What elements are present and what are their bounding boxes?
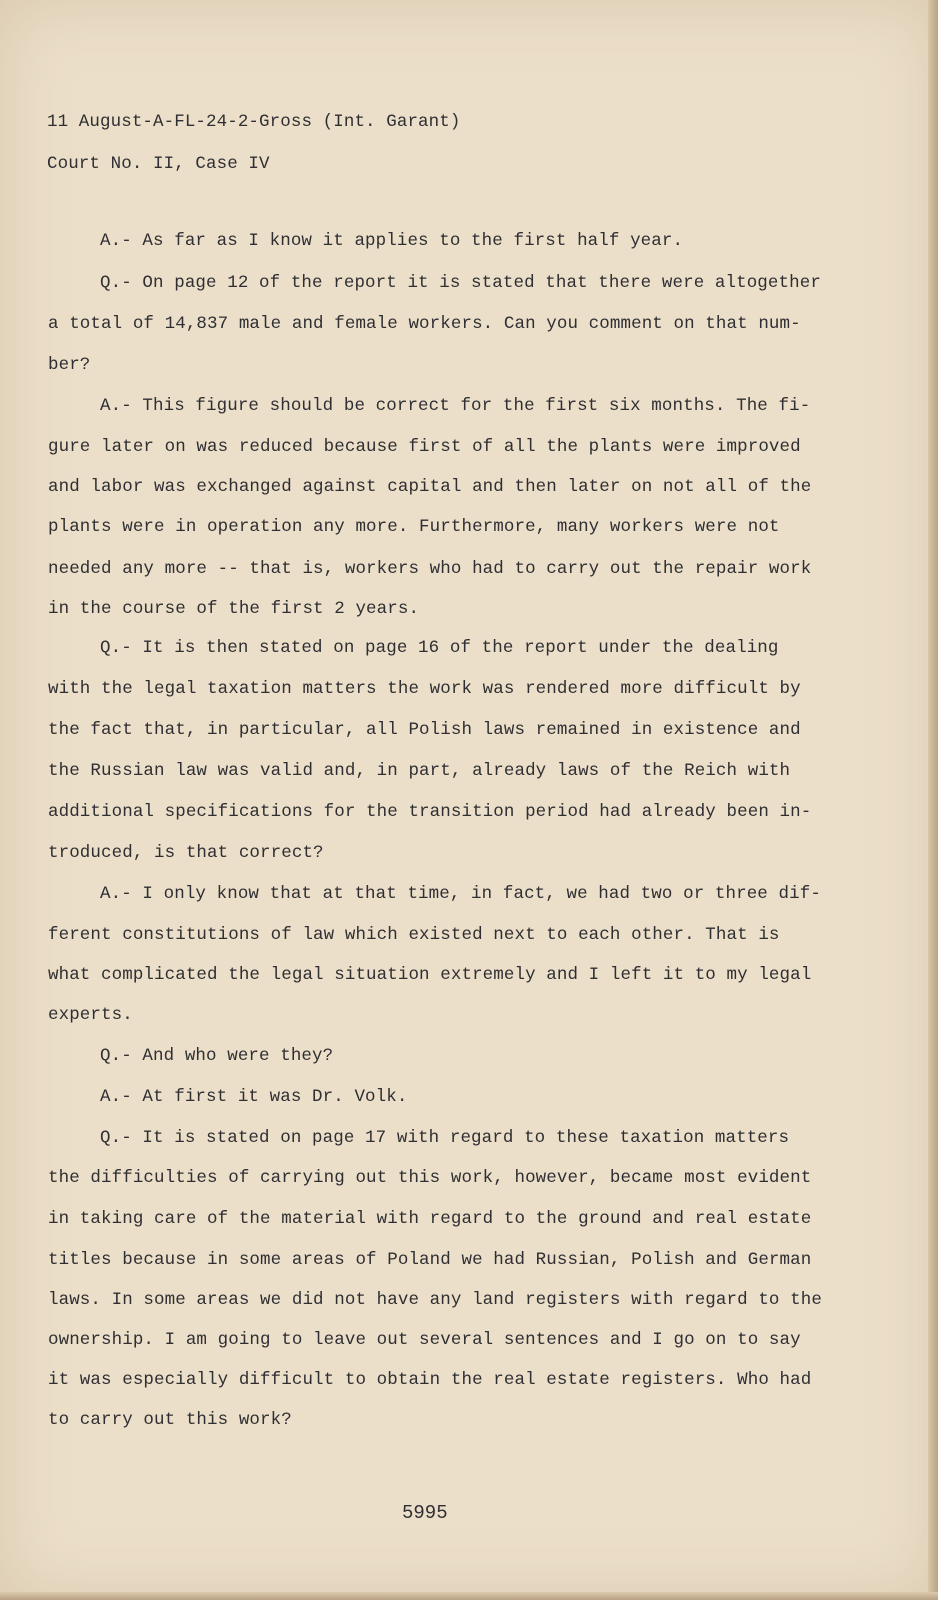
body-line: the Russian law was valid and, in part, already laws of the Reich with	[48, 761, 791, 781]
body-line: to carry out this work?	[48, 1410, 292, 1430]
header-reference: 11 August-A-FL-24-2-Gross (Int. Garant)	[47, 112, 461, 132]
body-line: Q.- It is stated on page 17 with regard to these taxation matters	[100, 1128, 790, 1148]
body-line: ownership. I am going to leave out several sentences and I go on to say	[48, 1330, 801, 1350]
body-line: Q.- On page 12 of the report it is stated that there were altogether	[100, 273, 821, 293]
body-line: troduced, is that correct?	[48, 843, 324, 863]
body-line: A.- I only know that at that time, in fact, we had two or three dif-	[100, 884, 821, 904]
body-line: Q.- It is then stated on page 16 of the report under the dealing	[100, 638, 779, 658]
body-line: A.- At first it was Dr. Volk.	[100, 1087, 408, 1107]
body-line: and labor was exchanged against capital and then later on not all of the	[48, 477, 812, 497]
paper-edge-right	[928, 0, 938, 1600]
body-line: in taking care of the material with regard to the ground and real estate	[48, 1209, 812, 1229]
body-line: with the legal taxation matters the work was rendered more difficult by	[48, 679, 801, 699]
body-line: what complicated the legal situation extremely and I left it to my legal	[48, 965, 812, 985]
body-line: plants were in operation any more. Furthermore, many workers were not	[48, 517, 780, 537]
body-line: in the course of the first 2 years.	[48, 599, 420, 619]
body-line: titles because in some areas of Poland we had Russian, Polish and German	[48, 1250, 812, 1270]
body-line: the fact that, in particular, all Polish laws remained in existence and	[48, 720, 801, 740]
body-line: experts.	[48, 1005, 133, 1025]
body-line: the difficulties of carrying out this work, however, became most evident	[48, 1168, 812, 1188]
page-number: 5995	[402, 1502, 448, 1524]
body-line: ber?	[48, 355, 91, 375]
body-line: laws. In some areas we did not have any land registers with regard to the	[48, 1290, 822, 1310]
body-line: gure later on was reduced because first of all the plants were improved	[48, 437, 801, 457]
body-line: Q.- And who were they?	[100, 1046, 334, 1066]
body-line: a total of 14,837 male and female workers. Can you comment on that num-	[48, 314, 801, 334]
body-line: needed any more -- that is, workers who had to carry out the repair work	[48, 559, 812, 579]
body-line: A.- As far as I know it applies to the first half year.	[100, 231, 684, 251]
body-line: ferent constitutions of law which existed next to each other. That is	[48, 925, 780, 945]
body-line: it was especially difficult to obtain the real estate registers. Who had	[48, 1370, 812, 1390]
header-court: Court No. II, Case IV	[47, 154, 270, 174]
paper-edge-bottom	[0, 1592, 938, 1600]
body-line: A.- This figure should be correct for the first six months. The fi-	[100, 396, 811, 416]
body-line: additional specifications for the transition period had already been in-	[48, 802, 812, 822]
